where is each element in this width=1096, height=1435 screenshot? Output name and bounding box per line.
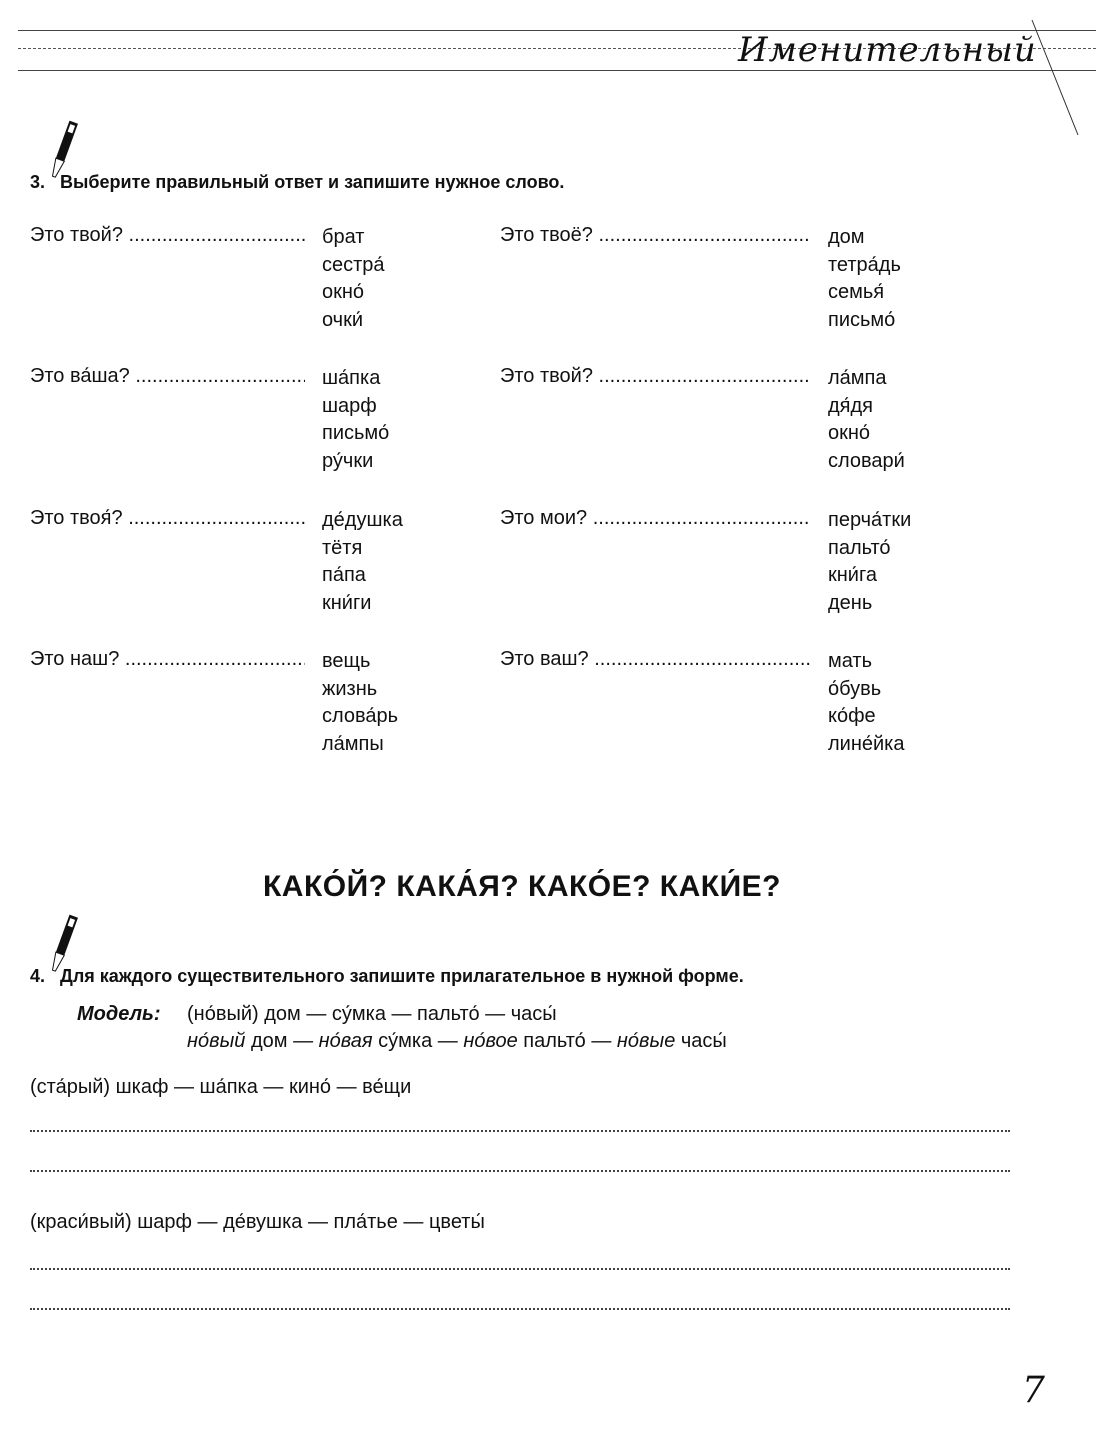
- page-corner-line: [1030, 20, 1090, 140]
- task3-option: письмо́: [828, 308, 896, 331]
- model-adjective: но́вая: [318, 1030, 373, 1052]
- model-line-2: [187, 1030, 727, 1053]
- task3-option: словари́: [828, 449, 905, 472]
- task3-question[interactable]: Это твоя́? .....: [30, 507, 305, 530]
- task-instruction: Для каждого существительного запишите прилагательное в нужной форме.: [60, 966, 744, 986]
- task3-option: ру́чки: [322, 449, 374, 472]
- task3-question[interactable]: Это твоё? .....: [500, 224, 810, 247]
- task3-option: перча́тки: [828, 509, 912, 531]
- case-label: Именительный: [738, 30, 1037, 70]
- task-instruction: Выберите правильный ответ и запишите нужное слово.: [60, 172, 565, 192]
- task3-option: ла́мпы: [322, 732, 384, 755]
- task3-option: де́душка: [322, 509, 403, 531]
- task3-option: брат: [322, 226, 365, 248]
- task3-option: сестра́: [322, 253, 385, 276]
- answer-line[interactable]: [30, 1268, 1010, 1270]
- task3-question[interactable]: Это твой? .....: [30, 224, 305, 247]
- task3-option: очки́: [322, 308, 364, 331]
- task3-heading: [30, 172, 564, 193]
- task3-question[interactable]: Это ваш? .....: [500, 648, 810, 671]
- answer-line[interactable]: [30, 1308, 1010, 1310]
- task3-option: кни́га: [828, 564, 877, 586]
- task3-option: семья́: [828, 281, 885, 303]
- task3-option: ко́фе: [828, 705, 876, 727]
- page-number: 7: [1022, 1370, 1046, 1411]
- task3-option: ла́мпа: [828, 367, 887, 389]
- model-label: Модель:: [77, 1003, 161, 1025]
- task-number: 4.: [30, 966, 46, 986]
- model-noun: часы́: [675, 1030, 727, 1052]
- exercise-prompt: (ста́рый) шкаф — ша́пка — кино́ — ве́щи: [30, 1076, 412, 1098]
- task3-question[interactable]: Это ва́ша? .....: [30, 365, 305, 388]
- task3-option: жизнь: [322, 677, 378, 700]
- task3-option: окно́: [828, 422, 871, 444]
- task3-option: слова́рь: [322, 705, 399, 727]
- task3-option: день: [828, 591, 873, 614]
- task3-option: о́бувь: [828, 677, 882, 700]
- task3-option: дя́дя: [828, 394, 873, 417]
- exercise-prompt: (краси́вый) шарф — де́вушка — пла́тье — цветы́: [30, 1211, 485, 1233]
- task3-option: окно́: [322, 281, 365, 303]
- task3-option: кни́ги: [322, 591, 372, 614]
- model-adjective: но́вый: [187, 1030, 246, 1052]
- header-rule: [18, 70, 1096, 71]
- task3-option: ша́пка: [322, 367, 381, 389]
- task3-option: мать: [828, 650, 873, 672]
- model-noun: пальто́ —: [517, 1030, 617, 1052]
- task3-question[interactable]: Это твой? .....: [500, 365, 810, 388]
- model-noun: су́мка —: [372, 1030, 464, 1052]
- model-adjective: но́вое: [463, 1030, 518, 1052]
- task3-question[interactable]: Это мои? .....: [500, 507, 810, 530]
- task3-option: па́па: [322, 564, 366, 586]
- task3-option: письмо́: [322, 422, 390, 444]
- model-line-1: (но́вый) дом — су́мка — пальто́ — часы́: [187, 1003, 557, 1025]
- model-adjective: но́вые: [616, 1030, 676, 1052]
- task3-option: пальто́: [828, 536, 891, 559]
- task3-option: дом: [828, 226, 865, 248]
- task4-heading: [30, 966, 744, 987]
- section-title: КАКО́Й? КАКА́Я? КАКО́Е? КАКИ́Е?: [263, 870, 781, 903]
- answer-line[interactable]: [30, 1170, 1010, 1172]
- model-noun: дом —: [245, 1030, 319, 1052]
- task3-option: шарф: [322, 394, 377, 417]
- task-number: 3.: [30, 172, 46, 192]
- answer-line[interactable]: [30, 1130, 1010, 1132]
- task3-question[interactable]: Это наш? .....: [30, 648, 305, 671]
- task3-option: тетра́дь: [828, 253, 901, 276]
- task3-option: лине́йка: [828, 732, 905, 755]
- task3-option: вещь: [322, 650, 371, 672]
- task3-option: тётя: [322, 536, 363, 559]
